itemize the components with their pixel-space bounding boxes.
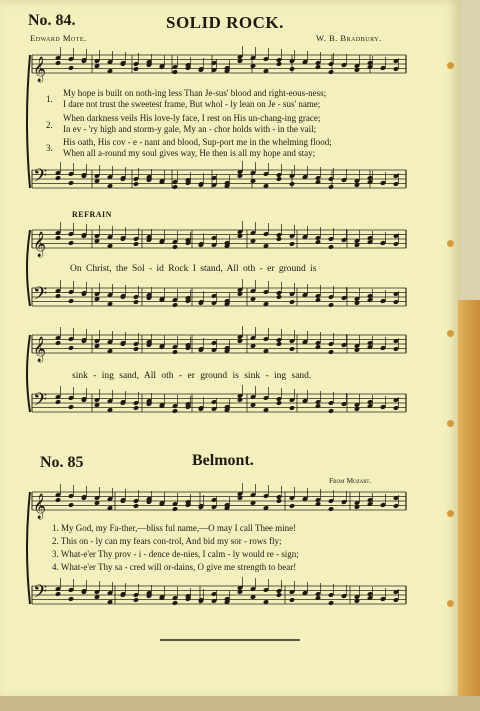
note-head [237,397,243,403]
note-head [328,244,334,250]
note-head [68,240,74,246]
verse-line: His oath, His cov - e - nant and blood, Sup-port me in the whelming flood; [63,137,332,147]
note-head [354,406,360,412]
note-head [133,503,139,509]
clef-icon: 𝄢 [33,166,48,191]
note-head [315,179,321,185]
note-head [328,69,334,75]
note-head [315,297,321,303]
note-head [172,600,178,606]
note-head [68,404,74,410]
note-head [315,64,321,70]
note-head [328,184,334,190]
note-head [289,346,295,352]
note-head [237,589,243,595]
note-head [237,291,243,297]
hymn-title: Belmont. [192,452,254,469]
clef-icon: 𝄞 [33,494,47,519]
note-head [276,498,282,504]
note-head [55,235,61,241]
verse-line: 2. This on - ly can my fears con-trol, And bid my sor - rows fly; [52,536,282,546]
note-head [237,58,243,64]
note-head [289,597,295,603]
note-head [68,502,74,508]
refrain-lyric-line: sink - ing sand, All oth - er ground is sink - ing sand. [72,371,312,381]
note-head [55,60,61,66]
clef-icon: 𝄢 [33,582,48,607]
note-head [172,69,178,75]
clef-icon: 𝄢 [33,284,48,309]
note-head [276,61,282,67]
note-head [55,340,61,346]
verse-line: 3. What-e'er Thy prov - i - dence de-nies, I calm - ly would re - sign; [52,549,299,559]
note-head [289,405,295,411]
note-head [237,495,243,501]
note-head [289,503,295,509]
hymn-title: SOLID ROCK. [166,13,284,32]
verse-line: 1. My God, my Fa-ther,—bliss ful name,—O may I call Thee mine! [52,523,297,533]
note-head [289,299,295,305]
verse-line: 4. What-e'er Thy sa - cred will or-dains, O give me strength to bear! [52,562,297,572]
system-brace [27,55,30,188]
note-head [315,595,321,601]
note-head [133,597,139,603]
system-brace [27,492,30,604]
note-head [68,65,74,71]
clef-icon: 𝄞 [33,57,47,82]
refrain-label: REFRAIN [72,210,112,219]
clef-icon: 𝄞 [33,232,47,257]
note-head [328,302,334,308]
hymn-number: No. 85 [40,454,84,471]
note-head [172,408,178,414]
verse-number: 1. [46,94,53,104]
note-head [354,242,360,248]
note-head [55,175,61,181]
note-head [68,596,74,602]
note-head [354,67,360,73]
note-head [133,66,139,72]
note-head [315,344,321,350]
note-head [276,400,282,406]
note-head [172,302,178,308]
verse-number: 2. [46,120,53,130]
note-head [68,298,74,304]
note-head [276,236,282,242]
note-head [328,408,334,414]
note-head [315,403,321,409]
note-head [68,345,74,351]
note-head [354,300,360,306]
note-head [315,239,321,245]
verse-line: In ev - 'ry high and storm-y gale, My an - chor holds with - in the vail; [63,124,317,134]
note-head [276,294,282,300]
note-head [172,506,178,512]
verse-line: When darkness veils His love-ly face, I rest on His un-chang-ing grace; [63,113,321,123]
note-head [237,173,243,179]
note-head [55,591,61,597]
note-head [68,180,74,186]
note-head [133,241,139,247]
note-head [315,501,321,507]
note-head [354,182,360,188]
note-head [289,241,295,247]
note-head [133,405,139,411]
note-head [55,497,61,503]
note-head [354,347,360,353]
note-head [289,66,295,72]
system-brace [27,230,30,306]
verse-line: When all a-round my soul gives way, He then is all my hope and stay; [63,148,316,158]
note-head [237,338,243,344]
note-head [276,592,282,598]
system-brace [27,335,30,412]
clef-icon: 𝄢 [33,390,48,415]
verse-number: 3. [46,143,53,153]
source-credit: From Mozart. [329,476,372,485]
note-head [328,600,334,606]
note-head [328,349,334,355]
note-head [172,184,178,190]
note-head [354,504,360,510]
note-head [354,598,360,604]
note-head [276,341,282,347]
note-head [172,349,178,355]
note-head [133,346,139,352]
note-head [55,293,61,299]
composer-credit: W. B. Bradbury. [316,33,382,43]
verse-line: My hope is built on noth-ing less Than Je-sus' blood and right-eous-ness; [63,88,327,98]
note-head [237,233,243,239]
note-head [276,176,282,182]
note-head [172,244,178,250]
verse-line: I dare not trust the sweetest frame, But whol - ly lean on Je - sus' name; [63,99,321,109]
note-head [55,399,61,405]
author-credit: Edward Mote. [30,33,87,43]
note-head [289,181,295,187]
hymn-number: No. 84. [28,12,76,29]
note-head [133,299,139,305]
note-head [328,506,334,512]
note-head [133,181,139,187]
clef-icon: 𝄞 [33,337,47,362]
refrain-lyric-line: On Christ, the Sol - id Rock I stand, All oth - er ground is [70,264,317,274]
